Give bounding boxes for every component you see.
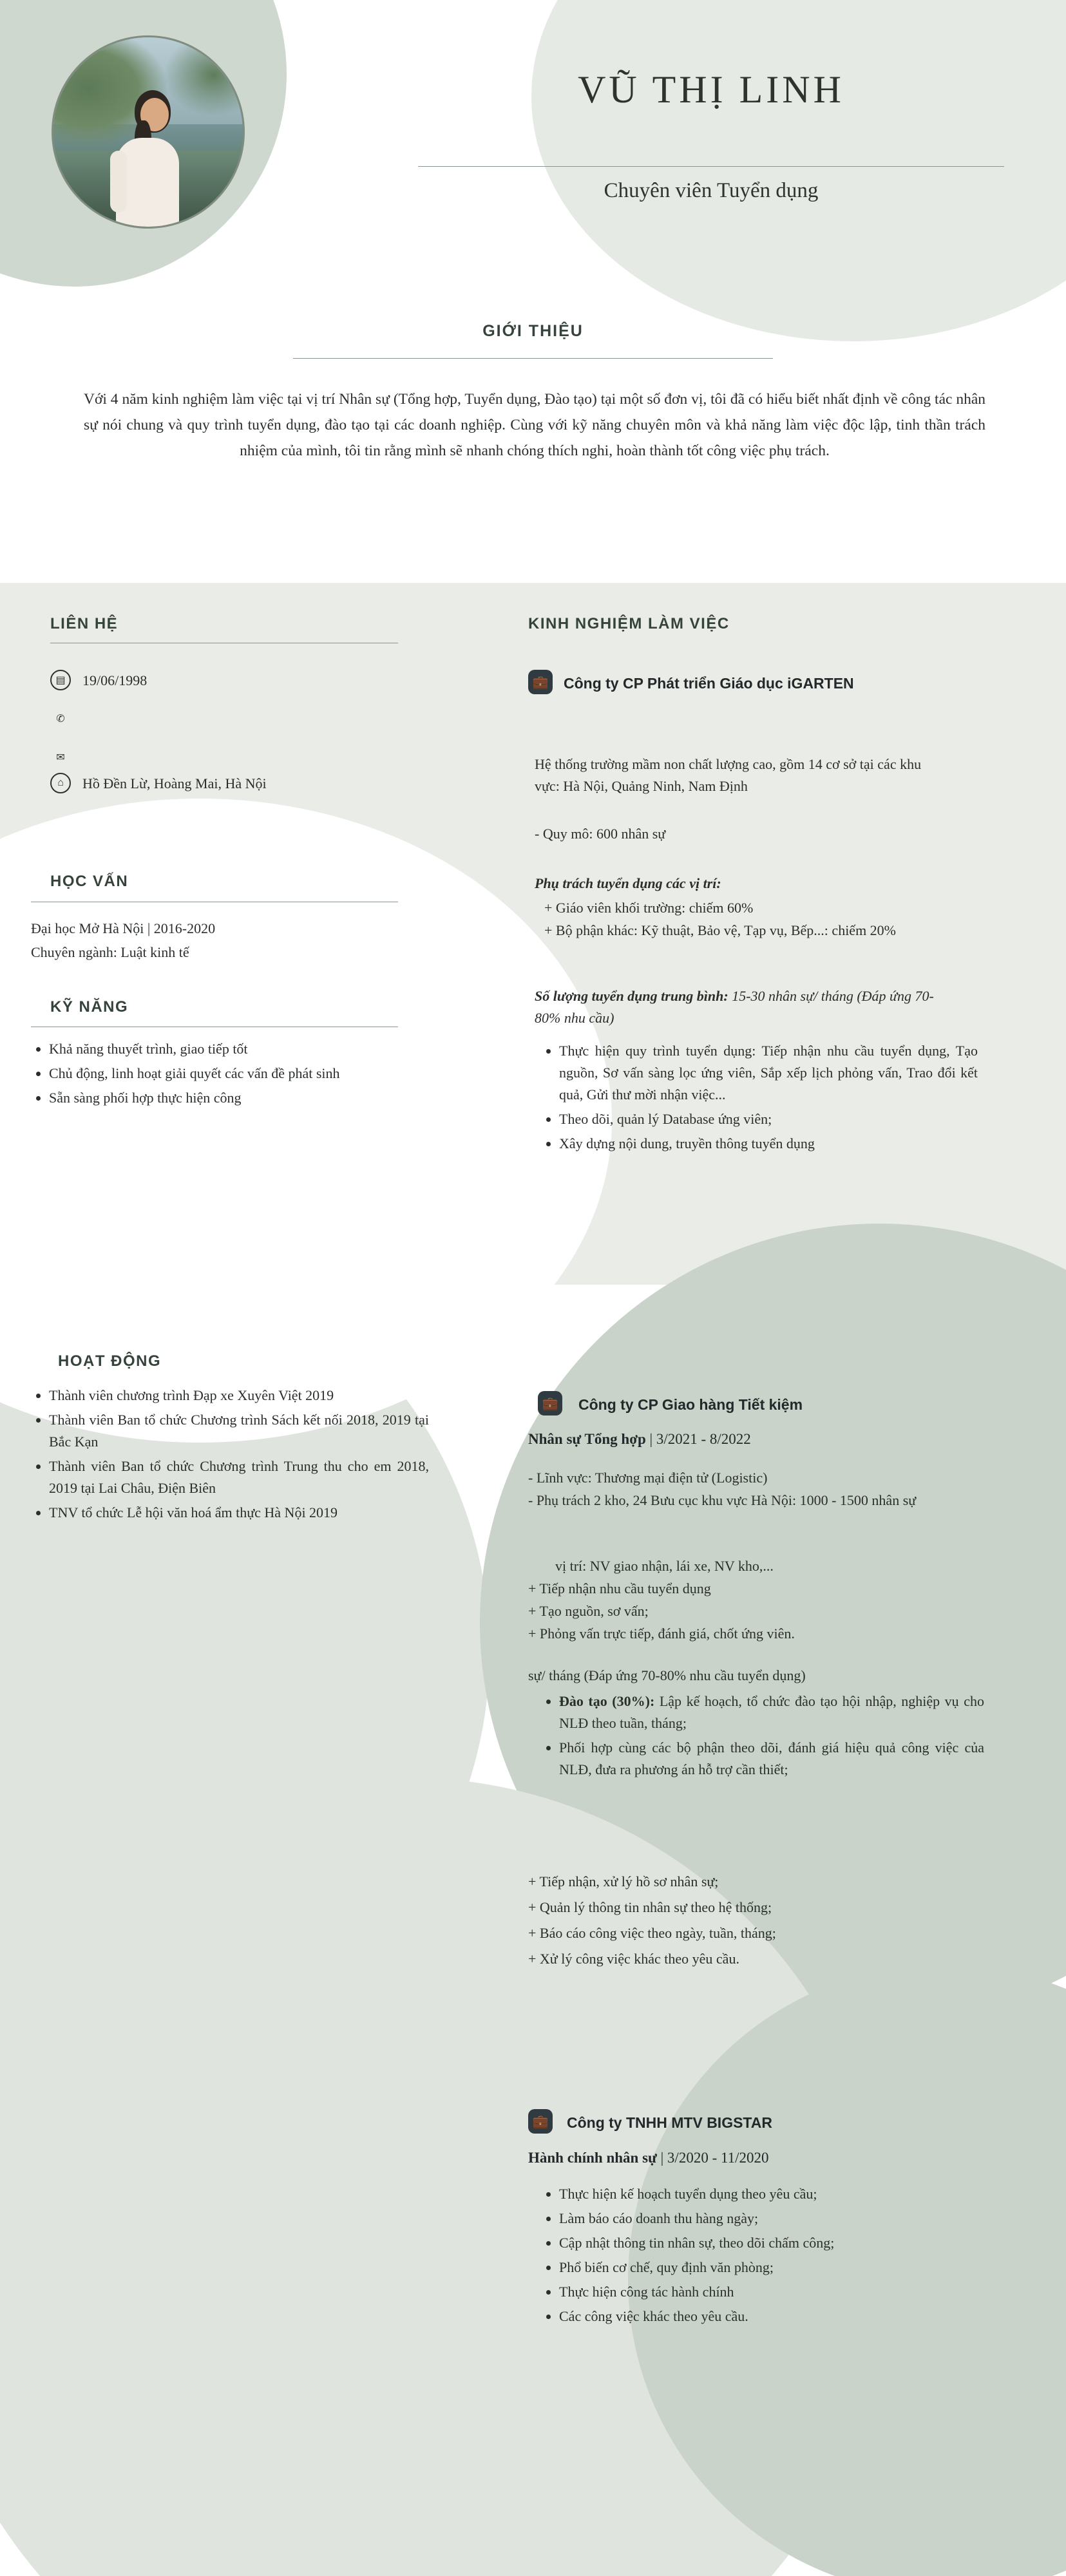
list-item: • Xây dựng nội dung, truyền thông tuyển dụng [559, 1133, 978, 1155]
list-item: • Các công việc khác theo yêu cầu. [559, 2306, 984, 2327]
home-icon: ⌂ [50, 773, 71, 793]
job1-tail-4: + Xử lý công việc khác theo yêu cầu. [528, 1951, 739, 1967]
avatar [52, 35, 245, 229]
contact-address: Hồ Đền Lừ, Hoàng Mai, Hà Nội [82, 775, 267, 791]
job1-subline-4: + Phỏng vấn trực tiếp, đánh giá, chốt ứng viên. [528, 1625, 795, 1642]
job0-paragraph-1: Hệ thống trường mầm non chất lượng cao, gồm 14 cơ sở tại các khu vực: Hà Nội, Quảng Ninh, Nam Định [535, 756, 922, 794]
job0-subheading: Phụ trách tuyển dụng các vị trí: [535, 875, 721, 891]
list-item: • Khả năng thuyết trình, giao tiếp tốt [49, 1038, 423, 1060]
education-major: Chuyên ngành: Luật kinh tế [31, 944, 189, 960]
list-item: • Phối hợp cùng các bộ phận theo dõi, đánh giá hiệu quả công việc của NLĐ, đưa ra phương án hỗ trợ cần thiết; [559, 1737, 984, 1781]
list-item: • Thực hiện kế hoạch tuyển dụng theo yêu cầu; [559, 2183, 984, 2205]
job2-role-line [528, 2150, 992, 2166]
job1-bullets [541, 1690, 984, 1783]
list-item: • Thực hiện quy trình tuyển dụng: Tiếp nhận nhu cầu tuyển dụng, Tạo nguồn, Sơ vấn sàng lọc ứng viên, Sắp xếp lịch phỏng vấn, Trao đổi kết quả, Gửi thư mời nhận việc... [559, 1040, 978, 1106]
section-title-education: HỌC VẤN [50, 873, 129, 890]
briefcase-icon: 💼 [528, 2109, 553, 2134]
list-item: • Theo dõi, quản lý Database ứng viên; [559, 1108, 978, 1130]
education-school: Đại học Mở Hà Nội | 2016-2020 [31, 920, 216, 936]
skills-list [31, 1038, 423, 1112]
job1-tail-2: + Quản lý thông tin nhân sự theo hệ thống; [528, 1899, 772, 1915]
company-name: Công ty CP Phát triển Giáo dục iGARTEN [564, 675, 854, 692]
list-item: • Làm báo cáo doanh thu hàng ngày; [559, 2208, 984, 2230]
company-name: Công ty CP Giao hàng Tiết kiệm [578, 1396, 803, 1413]
section-title-intro: GIỚI THIỆU [482, 322, 584, 340]
list-item: • Phổ biến cơ chế, quy định văn phòng; [559, 2257, 984, 2278]
job-title: Chuyên viên Tuyển dụng [604, 179, 819, 202]
page-title: VŨ THỊ LINH [578, 68, 844, 111]
contact-birthdate: 19/06/1998 [82, 672, 148, 688]
company-name: Công ty TNHH MTV BIGSTAR [567, 2114, 772, 2131]
phone-icon: ✆ [56, 714, 65, 724]
job2-role-dates: | 3/2020 - 11/2020 [656, 2150, 769, 2166]
list-item [559, 1690, 984, 1734]
calendar-icon: ▤ [50, 670, 71, 690]
list-item: • Sẵn sàng phối hợp thực hiện công [49, 1087, 423, 1109]
job0-highlight [535, 985, 953, 1029]
list-item: • TNV tổ chức Lễ hội văn hoá ẩm thực Hà Nội 2019 [49, 1502, 429, 1524]
job1-subline-3: + Tạo nguồn, sơ vấn; [528, 1603, 649, 1619]
briefcase-icon: 💼 [538, 1391, 562, 1416]
job0-bullets [541, 1040, 978, 1157]
briefcase-icon: 💼 [528, 670, 553, 694]
intro-divider [293, 358, 773, 359]
list-item: • Thành viên chương trình Đạp xe Xuyên Việt 2019 [49, 1385, 429, 1406]
job2-role-title: Hành chính nhân sự [528, 2150, 657, 2166]
list-item: • Thành viên Ban tổ chức Chương trình Sách kết nối 2018, 2019 tại Bắc Kạn [49, 1409, 429, 1453]
job1-subline-2: + Tiếp nhận nhu cầu tuyển dụng [528, 1580, 711, 1596]
section-title-contact: LIÊN HỆ [50, 615, 119, 632]
job0-subline-1: + Giáo viên khối trường: chiếm 60% [544, 900, 754, 916]
job1-bullet0-text: Lập kế hoạch, tổ chức đào tạo hội nhập, nghiệp vụ cho NLĐ theo tuần, tháng; [559, 1693, 984, 1731]
job1-note: sự/ tháng (Đáp ứng 70-80% nhu cầu tuyển dụng) [528, 1667, 806, 1683]
job1-role-dates: | 3/2021 - 8/2022 [645, 1431, 751, 1447]
section-title-experience: KINH NGHIỆM LÀM VIỆC [528, 615, 730, 632]
job1-tail-1: + Tiếp nhận, xử lý hồ sơ nhân sự; [528, 1873, 719, 1889]
list-item: • Chủ động, linh hoạt giải quyết các vấn đề phát sinh [49, 1063, 423, 1084]
section-title-skills: KỸ NĂNG [50, 998, 129, 1016]
job1-paragraph-1: - Lĩnh vực: Thương mại điện tử (Logistic) [528, 1470, 768, 1486]
list-item: • Thành viên Ban tổ chức Chương trình Trung thu cho em 2018, 2019 tại Lai Châu, Điện Biên [49, 1455, 429, 1499]
job0-highlight-value: 15-30 nhân sự/ tháng (Đáp ứng 70-80% nhu cầu) [535, 988, 934, 1026]
title-divider [418, 166, 1004, 167]
job0-subline-2: + Bộ phận khác: Kỹ thuật, Bảo vệ, Tạp vụ, Bếp...: chiếm 20% [544, 922, 897, 938]
activities-list [31, 1385, 429, 1526]
job0-highlight-label: Số lượng tuyển dụng trung bình: [535, 988, 728, 1004]
list-item: • Thực hiện công tác hành chính [559, 2281, 984, 2303]
job1-paragraph-2: - Phụ trách 2 kho, 24 Bưu cục khu vực Hà Nội: 1000 - 1500 nhân sự [528, 1492, 917, 1508]
job1-role-line [528, 1431, 992, 1448]
job1-role-title: Nhân sự Tổng hợp [528, 1431, 646, 1447]
section-title-activities: HOẠT ĐỘNG [58, 1352, 162, 1370]
job2-bullets [541, 2183, 984, 2330]
job1-tail-3: + Báo cáo công việc theo ngày, tuần, tháng; [528, 1925, 776, 1941]
mail-icon: ✉ [56, 752, 65, 763]
intro-text: Với 4 năm kinh nghiệm làm việc tại vị trí Nhân sự (Tổng hợp, Tuyển dụng, Đào tạo) tại một số đơn vị, tôi đã có hiểu biết nhất định về công tác nhân sự nói chung và quy trình tuyển dụng, đào tạo tại các doanh nghiệp. Cùng với kỹ năng chuyên môn và khả năng làm việc độc lập, tinh thần trách nhiệm của mình, tôi tin rằng mình sẽ nhanh chóng thích nghi, hoàn thành tốt công việc phụ trách. [84, 391, 985, 459]
job0-paragraph-2: - Quy mô: 600 nhân sự [535, 826, 666, 842]
job1-bullet0-label: Đào tạo (30%): [559, 1693, 655, 1709]
job1-subline-1: vị trí: NV giao nhận, lái xe, NV kho,... [555, 1558, 774, 1574]
list-item: • Cập nhật thông tin nhân sự, theo dõi chấm công; [559, 2232, 984, 2254]
